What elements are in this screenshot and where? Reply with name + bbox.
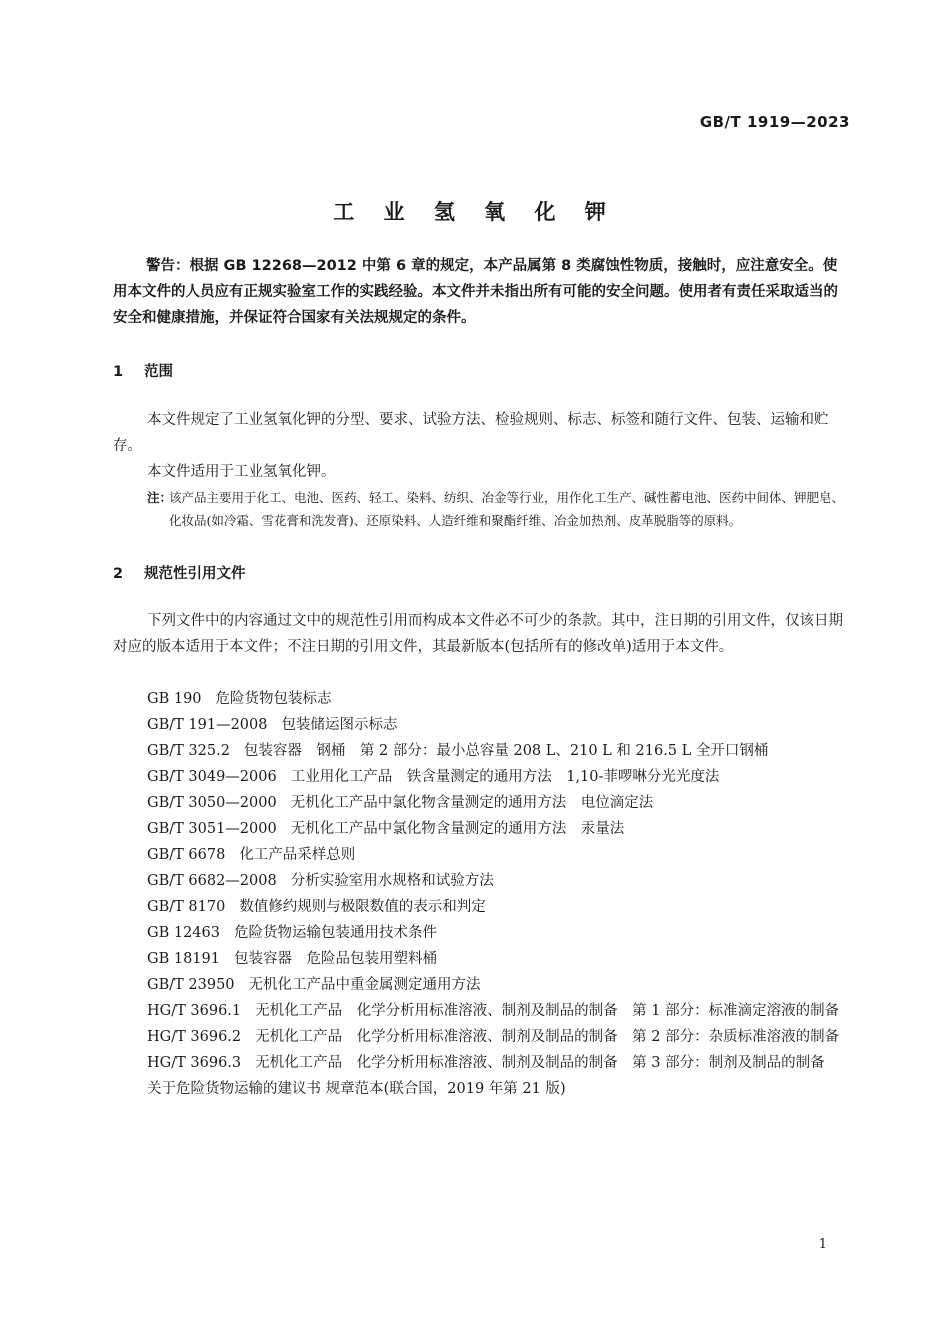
reference-item <box>113 816 851 842</box>
reference-item <box>113 1050 851 1076</box>
page-number: 1 <box>818 1237 827 1252</box>
note-text: 该产品主要用于化工、电池、医药、轻工、染料、纺织、冶金等行业，用作化工生产、碱性蓄电池、医药中间体、钾肥皂、化妆品(如冷霜、雪花膏和洗发膏)、还原染料、人造纤维和聚酯纤维、冶金加热剂、皮革脱脂等的原料。 <box>169 490 845 528</box>
reference-title: 数值修约规则与极限数值的表示和判定 <box>239 899 486 915</box>
reference-item <box>113 686 851 712</box>
reference-code: HG/T 3696.1 <box>147 1003 242 1019</box>
reference-list <box>113 686 851 1102</box>
reference-code: GB 190 <box>147 691 202 707</box>
reference-title: 无机化工产品中氯化物含量测定的通用方法 电位滴定法 <box>290 795 654 811</box>
reference-item <box>113 920 851 946</box>
standard-number: GB/T 1919—2023 <box>699 113 850 131</box>
reference-code: GB/T 6682—2008 <box>147 873 277 889</box>
reference-code: HG/T 3696.3 <box>147 1055 242 1071</box>
reference-item <box>113 868 851 894</box>
reference-code: HG/T 3696.2 <box>147 1029 242 1045</box>
reference-code: GB/T 3050—2000 <box>147 795 277 811</box>
reference-title: 无机化工产品 化学分析用标准溶液、制剂及制品的制备 第 3 部分：制剂及制品的制备 <box>255 1055 825 1071</box>
reference-item <box>113 790 851 816</box>
reference-title: 化工产品采样总则 <box>239 847 356 863</box>
reference-title: 危险货物包装标志 <box>215 691 332 707</box>
references-intro: 下列文件中的内容通过文中的规范性引用而构成本文件必不可少的条款。其中，注日期的引用文件，仅该日期对应的版本适用于本文件；不注日期的引用文件，其最新版本(包括所有的修改单)适用于本文件。 <box>113 613 843 655</box>
reference-item <box>113 712 851 738</box>
reference-code: GB/T 325.2 <box>147 743 230 759</box>
reference-code: GB/T 191—2008 <box>147 717 268 733</box>
reference-title: 包装容器 危险品包装用塑料桶 <box>233 951 437 967</box>
safety-warning: 警告：根据 GB 12268—2012 中第 6 章的规定，本产品属第 8 类腐蚀性物质，接触时，应注意安全。使用本文件的人员应有正规实验室工作的实践经验。本文件并未指出所有可能的安全问题。使用者有责任采取适当的安全和健康措施，并保证符合国家有关法规规定的条件。 <box>113 258 838 326</box>
reference-code: GB/T 8170 <box>147 899 226 915</box>
reference-item <box>113 998 851 1024</box>
reference-item <box>113 842 851 868</box>
reference-code: GB 18191 <box>147 951 220 967</box>
reference-item <box>113 894 851 920</box>
section-number: 2 <box>113 566 124 582</box>
scope-applicability: 本文件适用于工业氢氧化钾。 <box>147 464 336 480</box>
section-number: 1 <box>113 364 124 380</box>
reference-title: 危险货物运输包装通用技术条件 <box>233 925 437 941</box>
section-title: 范围 <box>144 364 174 380</box>
section-2-heading <box>113 562 246 583</box>
reference-title: 无机化工产品中氯化物含量测定的通用方法 汞量法 <box>290 821 625 837</box>
reference-title: 包装储运图示标志 <box>281 717 398 733</box>
reference-title: 工业用化工产品 铁含量测定的通用方法 1,10-菲啰啉分光光度法 <box>290 769 720 785</box>
reference-code: GB/T 3051—2000 <box>147 821 277 837</box>
reference-title: 无机化工产品中重金属测定通用方法 <box>248 977 481 993</box>
reference-item <box>113 764 851 790</box>
scope-paragraph: 本文件规定了工业氢氧化钾的分型、要求、试验方法、检验规则、标志、标签和随行文件、包装、运输和贮存。 <box>113 412 829 454</box>
reference-code: GB/T 3049—2006 <box>147 769 277 785</box>
document-title: 工 业 氢 氧 化 钾 <box>333 200 617 224</box>
section-1-heading <box>113 360 173 381</box>
reference-code: GB/T 6678 <box>147 847 226 863</box>
reference-item <box>113 946 851 972</box>
reference-title: 无机化工产品 化学分析用标准溶液、制剂及制品的制备 第 1 部分：标准滴定溶液的制备 <box>255 1003 840 1019</box>
reference-title: 包装容器 钢桶 第 2 部分：最小总容量 208 L、210 L 和 216.5 L 全开口钢桶 <box>243 743 769 759</box>
reference-code: GB 12463 <box>147 925 220 941</box>
reference-title: 无机化工产品 化学分析用标准溶液、制剂及制品的制备 第 2 部分：杂质标准溶液的制备 <box>255 1029 840 1045</box>
reference-code: GB/T 23950 <box>147 977 235 993</box>
reference-item <box>113 1024 851 1050</box>
reference-item <box>113 1076 851 1102</box>
reference-item <box>113 972 851 998</box>
note-label: 注： <box>147 490 173 505</box>
section-title: 规范性引用文件 <box>144 566 246 582</box>
reference-title: 关于危险货物运输的建议书 规章范本(联合国，2019 年第 21 版) <box>147 1081 566 1097</box>
scope-note <box>147 486 851 532</box>
reference-title: 分析实验室用水规格和试验方法 <box>290 873 494 889</box>
reference-item <box>113 738 851 764</box>
